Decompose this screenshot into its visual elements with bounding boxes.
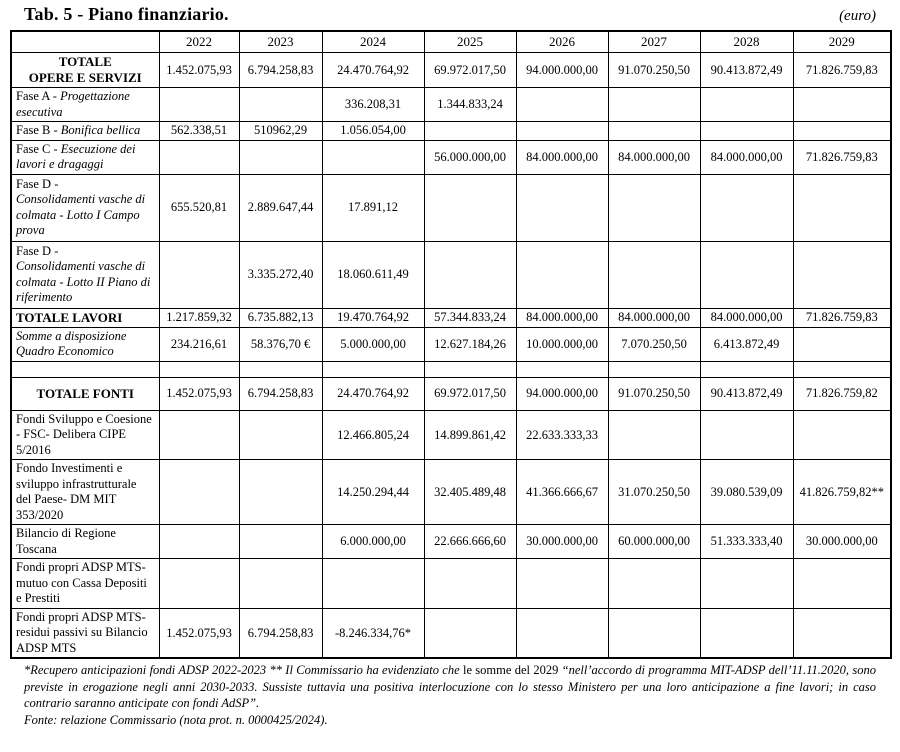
row-label-fase-b xyxy=(11,122,159,141)
row-label-fase-a xyxy=(11,88,159,122)
cell-fondo-investimenti-2026: 41.366.666,67 xyxy=(516,460,608,525)
cell-fondo-investimenti-2028: 39.080.539,09 xyxy=(700,460,793,525)
table-row-fase-d-lotto-1 xyxy=(11,174,891,241)
cell-bilancio-regione-toscana-2024: 6.000.000,00 xyxy=(322,525,424,559)
row-label-fondo-investimenti: Fondo Investimenti e sviluppo infrastrutturale del Paese- DM MIT 353/2020 xyxy=(11,460,159,525)
cell-fase-d-lotto-1-2027 xyxy=(608,174,700,241)
cell-fase-a-2023 xyxy=(239,88,322,122)
cell-separator-2029 xyxy=(793,361,891,377)
cell-fase-b-2028 xyxy=(700,122,793,141)
cell-bilancio-regione-toscana-2028: 51.333.333,40 xyxy=(700,525,793,559)
cell-separator-2028 xyxy=(700,361,793,377)
table-row-totale-lavori xyxy=(11,308,891,327)
cell-totale-fonti-2028: 90.413.872,49 xyxy=(700,377,793,410)
cell-fase-d-lotto-2-2026 xyxy=(516,241,608,308)
year-header-2026: 2026 xyxy=(516,31,608,53)
table-header-row xyxy=(10,2,890,30)
cell-fase-d-lotto-2-2027 xyxy=(608,241,700,308)
row-label-prefix: Fase A - xyxy=(16,89,61,104)
row-label-bilancio-regione-toscana: Bilancio di Regione Toscana xyxy=(11,525,159,559)
table-row-fase-c xyxy=(11,140,891,174)
cell-somme-a-disposizione-2024: 5.000.000,00 xyxy=(322,327,424,361)
cell-totale-opere-e-servizi-2022: 1.452.075,93 xyxy=(159,53,239,88)
year-header-2027: 2027 xyxy=(608,31,700,53)
table-row-fondi-sviluppo-coesione xyxy=(11,410,891,460)
table-row-fase-b xyxy=(11,122,891,141)
cell-fase-d-lotto-2-2029 xyxy=(793,241,891,308)
year-header-2025: 2025 xyxy=(424,31,516,53)
cell-somme-a-disposizione-2029 xyxy=(793,327,891,361)
cell-fondo-investimenti-2023 xyxy=(239,460,322,525)
footnote-segment-italic-a: *Recupero anticipazioni fondi ADSP 2022-2023 ** Il Commissario ha evidenziato che xyxy=(24,663,463,678)
cell-somme-a-disposizione-2023: 58.376,70 € xyxy=(239,327,322,361)
row-label-fondi-propri-mutuo-cdp: Fondi propri ADSP MTS- mutuo con Cassa Depositi e Prestiti xyxy=(11,559,159,609)
cell-fondi-propri-mutuo-cdp-2023 xyxy=(239,559,322,609)
row-label-fase-c xyxy=(11,140,159,174)
row-label-fondi-sviluppo-coesione: Fondi Sviluppo e Coesione - FSC- Delibera CIPE 5/2016 xyxy=(11,410,159,460)
cell-totale-lavori-2029: 71.826.759,83 xyxy=(793,308,891,327)
cell-totale-fonti-2023: 6.794.258,83 xyxy=(239,377,322,410)
cell-totale-lavori-2026: 84.000.000,00 xyxy=(516,308,608,327)
row-label-totale-lavori: TOTALE LAVORI xyxy=(11,308,159,327)
cell-bilancio-regione-toscana-2023 xyxy=(239,525,322,559)
year-header-2022: 2022 xyxy=(159,31,239,53)
cell-totale-fonti-2022: 1.452.075,93 xyxy=(159,377,239,410)
cell-totale-fonti-2026: 94.000.000,00 xyxy=(516,377,608,410)
cell-totale-fonti-2027: 91.070.250,50 xyxy=(608,377,700,410)
cell-fondi-propri-residui-passivi-2027 xyxy=(608,608,700,658)
cell-fondi-propri-mutuo-cdp-2025 xyxy=(424,559,516,609)
cell-separator-2022 xyxy=(159,361,239,377)
row-label-description: Esecuzione dei lavori e dragaggi xyxy=(16,141,136,172)
row-label-fase-d-lotto-1 xyxy=(11,174,159,241)
cell-fase-a-2025: 1.344.833,24 xyxy=(424,88,516,122)
cell-fase-b-2029 xyxy=(793,122,891,141)
cell-fase-a-2027 xyxy=(608,88,700,122)
cell-bilancio-regione-toscana-2022 xyxy=(159,525,239,559)
table-row-bilancio-regione-toscana xyxy=(11,525,891,559)
cell-fondi-propri-residui-passivi-2029 xyxy=(793,608,891,658)
row-label-prefix: Fase C - xyxy=(16,141,61,156)
cell-totale-lavori-2028: 84.000.000,00 xyxy=(700,308,793,327)
cell-separator-2023 xyxy=(239,361,322,377)
cell-fondi-propri-mutuo-cdp-2028 xyxy=(700,559,793,609)
cell-fase-c-2028: 84.000.000,00 xyxy=(700,140,793,174)
row-label-prefix: Fase D - xyxy=(16,243,59,258)
cell-fondi-propri-residui-passivi-2023: 6.794.258,83 xyxy=(239,608,322,658)
table-title: Tab. 5 - Piano finanziario. xyxy=(24,4,229,24)
cell-fase-d-lotto-2-2025 xyxy=(424,241,516,308)
row-label-separator xyxy=(11,361,159,377)
cell-bilancio-regione-toscana-2027: 60.000.000,00 xyxy=(608,525,700,559)
cell-separator-2026 xyxy=(516,361,608,377)
cell-fase-d-lotto-2-2024: 18.060.611,49 xyxy=(322,241,424,308)
cell-fase-d-lotto-2-2028 xyxy=(700,241,793,308)
year-header-row xyxy=(11,31,891,53)
cell-fondi-sviluppo-coesione-2022 xyxy=(159,410,239,460)
cell-fase-c-2029: 71.826.759,83 xyxy=(793,140,891,174)
cell-fondo-investimenti-2025: 32.405.489,48 xyxy=(424,460,516,525)
cell-fase-b-2023: 510962,29 xyxy=(239,122,322,141)
table-row-fase-d-lotto-2 xyxy=(11,241,891,308)
table-row-totale-fonti xyxy=(11,377,891,410)
footnote-segment-italic-b: “nell’accordo di programma MIT-ADSP dell’11.11.2020, sono previste in erogazione negli anni 2030-2033. Sussiste tuttavia una positiva interlocuzione con lo stesso Ministero per una loro anticipazione a fine lavori; in caso contrario saranno anticipate con fondi AdSP”. xyxy=(24,663,876,711)
cell-separator-2024 xyxy=(322,361,424,377)
cell-fondi-sviluppo-coesione-2029 xyxy=(793,410,891,460)
cell-fondi-sviluppo-coesione-2027 xyxy=(608,410,700,460)
cell-fondi-propri-residui-passivi-2025 xyxy=(424,608,516,658)
cell-fase-c-2024 xyxy=(322,140,424,174)
cell-fase-a-2022 xyxy=(159,88,239,122)
cell-fase-d-lotto-1-2022: 655.520,81 xyxy=(159,174,239,241)
table-row-somme-a-disposizione xyxy=(11,327,891,361)
footnote-line-1 xyxy=(24,662,876,712)
row-label-somme-a-disposizione: Somme a disposizione Quadro Economico xyxy=(11,327,159,361)
cell-fase-d-lotto-2-2022 xyxy=(159,241,239,308)
cell-fase-b-2024: 1.056.054,00 xyxy=(322,122,424,141)
cell-fondi-propri-mutuo-cdp-2026 xyxy=(516,559,608,609)
cell-fondi-sviluppo-coesione-2023 xyxy=(239,410,322,460)
cell-fase-c-2027: 84.000.000,00 xyxy=(608,140,700,174)
cell-fondi-propri-mutuo-cdp-2027 xyxy=(608,559,700,609)
cell-totale-opere-e-servizi-2026: 94.000.000,00 xyxy=(516,53,608,88)
cell-fase-a-2024: 336.208,31 xyxy=(322,88,424,122)
cell-separator-2027 xyxy=(608,361,700,377)
cell-somme-a-disposizione-2025: 12.627.184,26 xyxy=(424,327,516,361)
cell-fase-c-2026: 84.000.000,00 xyxy=(516,140,608,174)
cell-fase-c-2023 xyxy=(239,140,322,174)
cell-fase-b-2022: 562.338,51 xyxy=(159,122,239,141)
cell-fondo-investimenti-2027: 31.070.250,50 xyxy=(608,460,700,525)
cell-somme-a-disposizione-2022: 234.216,61 xyxy=(159,327,239,361)
row-label-description: Consolidamenti vasche di colmata - Lotto I Campo prova xyxy=(16,192,146,238)
cell-fase-a-2029 xyxy=(793,88,891,122)
cell-fase-d-lotto-1-2029 xyxy=(793,174,891,241)
cell-fondi-propri-mutuo-cdp-2029 xyxy=(793,559,891,609)
row-label-totale-opere-e-servizi: TOTALE OPERE E SERVIZI xyxy=(11,53,159,88)
year-header-2023: 2023 xyxy=(239,31,322,53)
corner-cell xyxy=(11,31,159,53)
cell-totale-opere-e-servizi-2027: 91.070.250,50 xyxy=(608,53,700,88)
cell-separator-2025 xyxy=(424,361,516,377)
cell-fase-b-2026 xyxy=(516,122,608,141)
cell-fase-c-2022 xyxy=(159,140,239,174)
cell-fase-d-lotto-2-2023: 3.335.272,40 xyxy=(239,241,322,308)
table-row-fondi-propri-residui-passivi xyxy=(11,608,891,658)
cell-fondi-sviluppo-coesione-2025: 14.899.861,42 xyxy=(424,410,516,460)
cell-fase-a-2026 xyxy=(516,88,608,122)
cell-fase-b-2025 xyxy=(424,122,516,141)
row-label-description: Bonifica bellica xyxy=(60,123,141,138)
piano-finanziario-table xyxy=(10,30,892,659)
cell-totale-lavori-2022: 1.217.859,32 xyxy=(159,308,239,327)
cell-somme-a-disposizione-2027: 7.070.250,50 xyxy=(608,327,700,361)
cell-totale-lavori-2024: 19.470.764,92 xyxy=(322,308,424,327)
cell-totale-opere-e-servizi-2028: 90.413.872,49 xyxy=(700,53,793,88)
row-label-totale-fonti: TOTALE FONTI xyxy=(11,377,159,410)
cell-fase-c-2025: 56.000.000,00 xyxy=(424,140,516,174)
table-row-fondi-propri-mutuo-cdp xyxy=(11,559,891,609)
cell-fondi-sviluppo-coesione-2024: 12.466.805,24 xyxy=(322,410,424,460)
cell-fondi-propri-residui-passivi-2026 xyxy=(516,608,608,658)
table-row-totale-opere-e-servizi xyxy=(11,53,891,88)
cell-bilancio-regione-toscana-2025: 22.666.666,60 xyxy=(424,525,516,559)
cell-totale-lavori-2025: 57.344.833,24 xyxy=(424,308,516,327)
row-label-description: Consolidamenti vasche di colmata - Lotto II Piano di riferimento xyxy=(16,259,151,305)
row-label-fase-d-lotto-2 xyxy=(11,241,159,308)
row-label-description: Progettazione esecutiva xyxy=(16,89,130,119)
cell-bilancio-regione-toscana-2029: 30.000.000,00 xyxy=(793,525,891,559)
cell-fondi-sviluppo-coesione-2026: 22.633.333,33 xyxy=(516,410,608,460)
cell-bilancio-regione-toscana-2026: 30.000.000,00 xyxy=(516,525,608,559)
cell-somme-a-disposizione-2028: 6.413.872,49 xyxy=(700,327,793,361)
footnote-source-line: Fonte: relazione Commissario (nota prot. n. 0000425/2024). xyxy=(24,712,328,727)
cell-fondo-investimenti-2029: 41.826.759,82** xyxy=(793,460,891,525)
cell-totale-fonti-2025: 69.972.017,50 xyxy=(424,377,516,410)
cell-fondi-propri-residui-passivi-2024: -8.246.334,76* xyxy=(322,608,424,658)
cell-fase-d-lotto-1-2024: 17.891,12 xyxy=(322,174,424,241)
cell-totale-opere-e-servizi-2024: 24.470.764,92 xyxy=(322,53,424,88)
row-label-fondi-propri-residui-passivi: Fondi propri ADSP MTS- residui passivi su Bilancio ADSP MTS xyxy=(11,608,159,658)
footnote-segment-roman: le somme del 2029 xyxy=(462,663,562,678)
cell-totale-opere-e-servizi-2023: 6.794.258,83 xyxy=(239,53,322,88)
cell-totale-opere-e-servizi-2029: 71.826.759,83 xyxy=(793,53,891,88)
footnotes-block xyxy=(10,659,890,728)
cell-fondo-investimenti-2024: 14.250.294,44 xyxy=(322,460,424,525)
table-row-fondo-investimenti xyxy=(11,460,891,525)
cell-fondi-propri-mutuo-cdp-2022 xyxy=(159,559,239,609)
cell-fondi-propri-mutuo-cdp-2024 xyxy=(322,559,424,609)
cell-fase-d-lotto-1-2025 xyxy=(424,174,516,241)
table-row-separator xyxy=(11,361,891,377)
cell-totale-lavori-2023: 6.735.882,13 xyxy=(239,308,322,327)
year-header-2028: 2028 xyxy=(700,31,793,53)
cell-fondo-investimenti-2022 xyxy=(159,460,239,525)
year-header-2029: 2029 xyxy=(793,31,891,53)
cell-totale-lavori-2027: 84.000.000,00 xyxy=(608,308,700,327)
cell-fondi-sviluppo-coesione-2028 xyxy=(700,410,793,460)
cell-somme-a-disposizione-2026: 10.000.000,00 xyxy=(516,327,608,361)
cell-fase-d-lotto-1-2026 xyxy=(516,174,608,241)
cell-fase-b-2027 xyxy=(608,122,700,141)
cell-totale-fonti-2024: 24.470.764,92 xyxy=(322,377,424,410)
cell-totale-fonti-2029: 71.826.759,82 xyxy=(793,377,891,410)
cell-fase-a-2028 xyxy=(700,88,793,122)
cell-totale-opere-e-servizi-2025: 69.972.017,50 xyxy=(424,53,516,88)
cell-fondi-propri-residui-passivi-2028 xyxy=(700,608,793,658)
currency-unit-note: (euro) xyxy=(839,8,876,24)
year-header-2024: 2024 xyxy=(322,31,424,53)
cell-fase-d-lotto-1-2028 xyxy=(700,174,793,241)
row-label-prefix: Fase B - xyxy=(16,123,61,138)
cell-fondi-propri-residui-passivi-2022: 1.452.075,93 xyxy=(159,608,239,658)
cell-fase-d-lotto-1-2023: 2.889.647,44 xyxy=(239,174,322,241)
row-label-prefix: Fase D - xyxy=(16,176,59,191)
table-row-fase-a xyxy=(11,88,891,122)
